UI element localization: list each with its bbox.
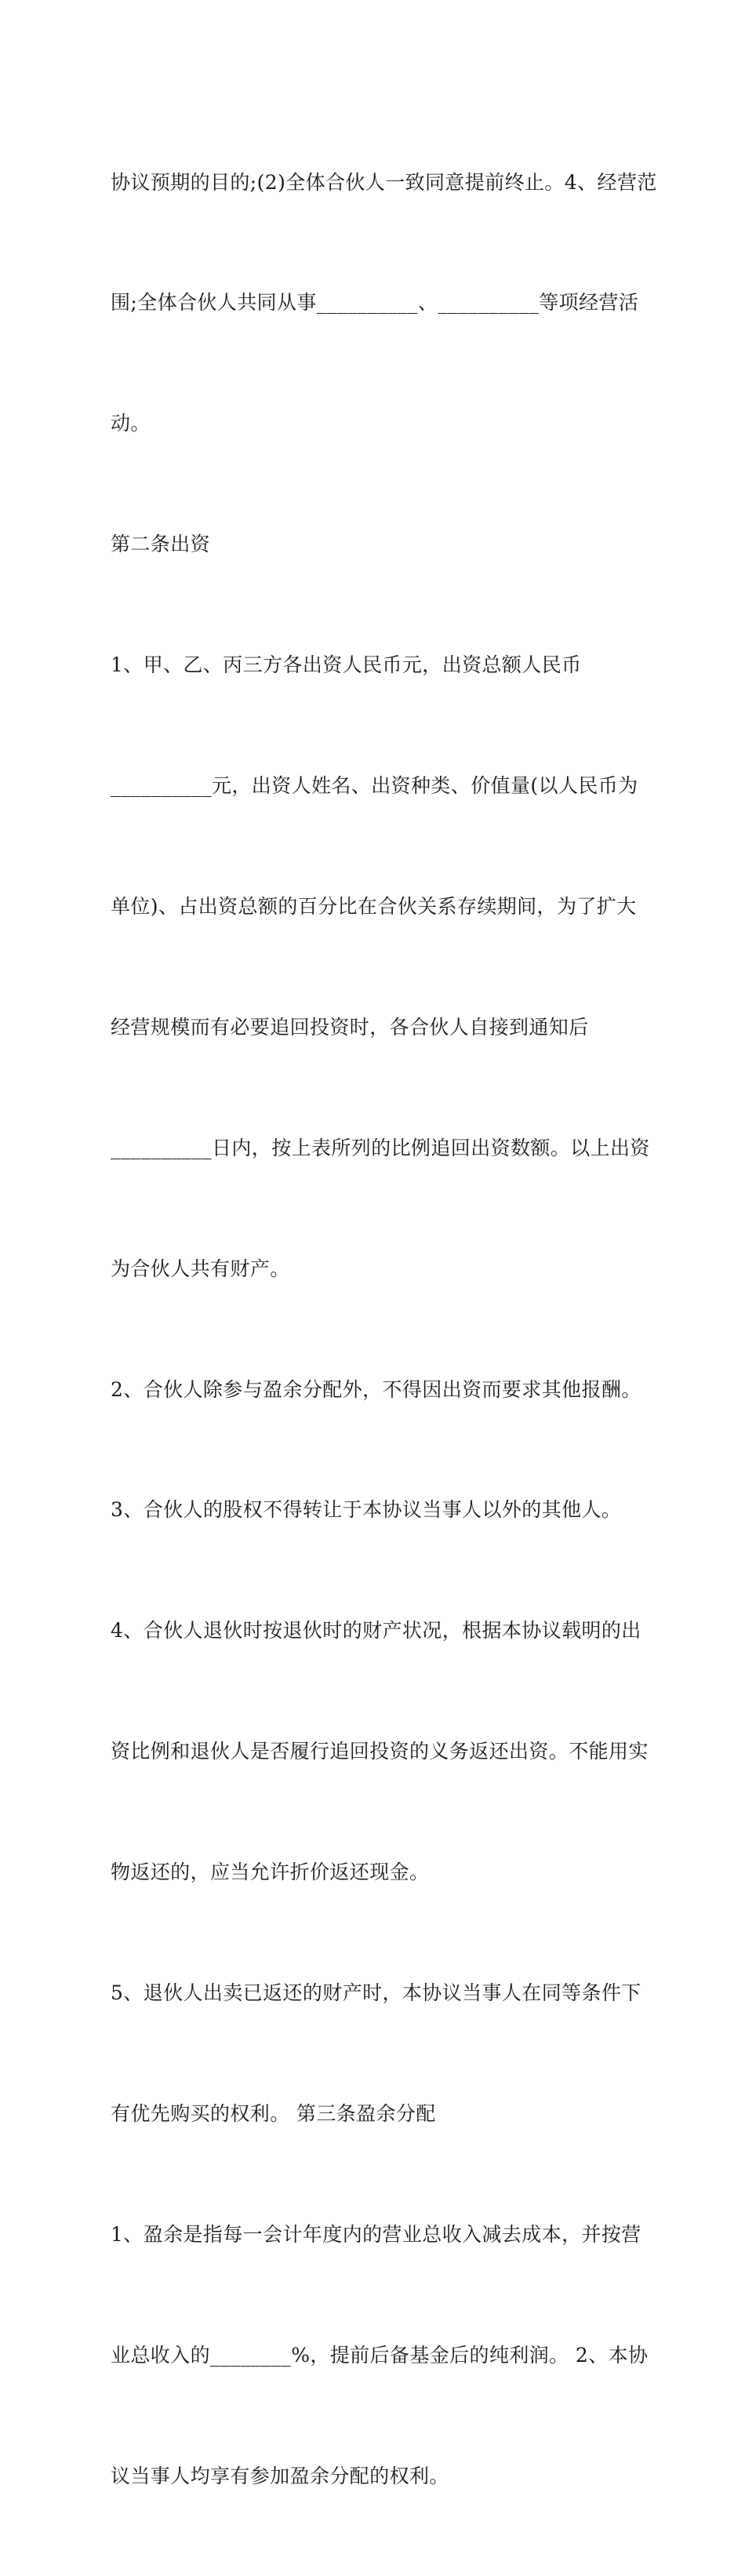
text-line: 经营规模而有必要追回投资时，各合伙人自接到通知后 bbox=[111, 1015, 589, 1039]
text-line: 为合伙人共有财产。 bbox=[111, 1257, 290, 1280]
text-line: 物返还的，应当允许折价返还现金。 bbox=[111, 1861, 430, 1884]
text-line: 业总收入的________%，提前后备基金后的纯利润。 2、本协 bbox=[111, 2343, 649, 2367]
text-line: 资比例和退伙人是否履行追回投资的义务返还出资。不能用实 bbox=[111, 1740, 649, 1763]
text-line: 1、盈余是指每一会计年度内的营业总收入减去成本，并按营 bbox=[111, 2222, 641, 2246]
text-line: 3、合伙人的股权不得转让于本协议当事人以外的其他人。 bbox=[111, 1498, 622, 1522]
text-line: 有优先购买的权利。 第三条盈余分配 bbox=[111, 2101, 436, 2125]
document-body bbox=[111, 82, 657, 2576]
text-line: 围;全体合伙人共同从事__________、__________等项经营活 bbox=[111, 291, 639, 315]
text-line: 动。 bbox=[111, 412, 151, 435]
section-heading: 第二条出资 bbox=[111, 533, 211, 556]
text-line: __________元，出资人姓名、出资种类、价值量(以人民币为 bbox=[111, 774, 638, 798]
text-line: 单位)、占出资总额的百分比在合伙关系存续期间，为了扩大 bbox=[111, 894, 637, 918]
text-line: 1、甲、乙、丙三方各出资人民币元，出资总额人民币 bbox=[111, 653, 582, 677]
text-line: __________日内，按上表所列的比例追回出资数额。以上出资 bbox=[111, 1136, 650, 1159]
text-line: 2、合伙人除参与盈余分配外，不得因出资而要求其他报酬。 bbox=[111, 1377, 641, 1401]
text-line: 5、退伙人出卖已返还的财产时，本协议当事人在同等条件下 bbox=[111, 1981, 641, 2004]
text-line: 4、合伙人退伙时按退伙时的财产状况，根据本协议载明的出 bbox=[111, 1619, 641, 1643]
text-line: 议当事人均享有参加盈余分配的权利。 bbox=[111, 2464, 449, 2487]
text-line: 协议预期的目的;(2)全体合伙人一致同意提前终止。4、经营范 bbox=[111, 170, 657, 194]
